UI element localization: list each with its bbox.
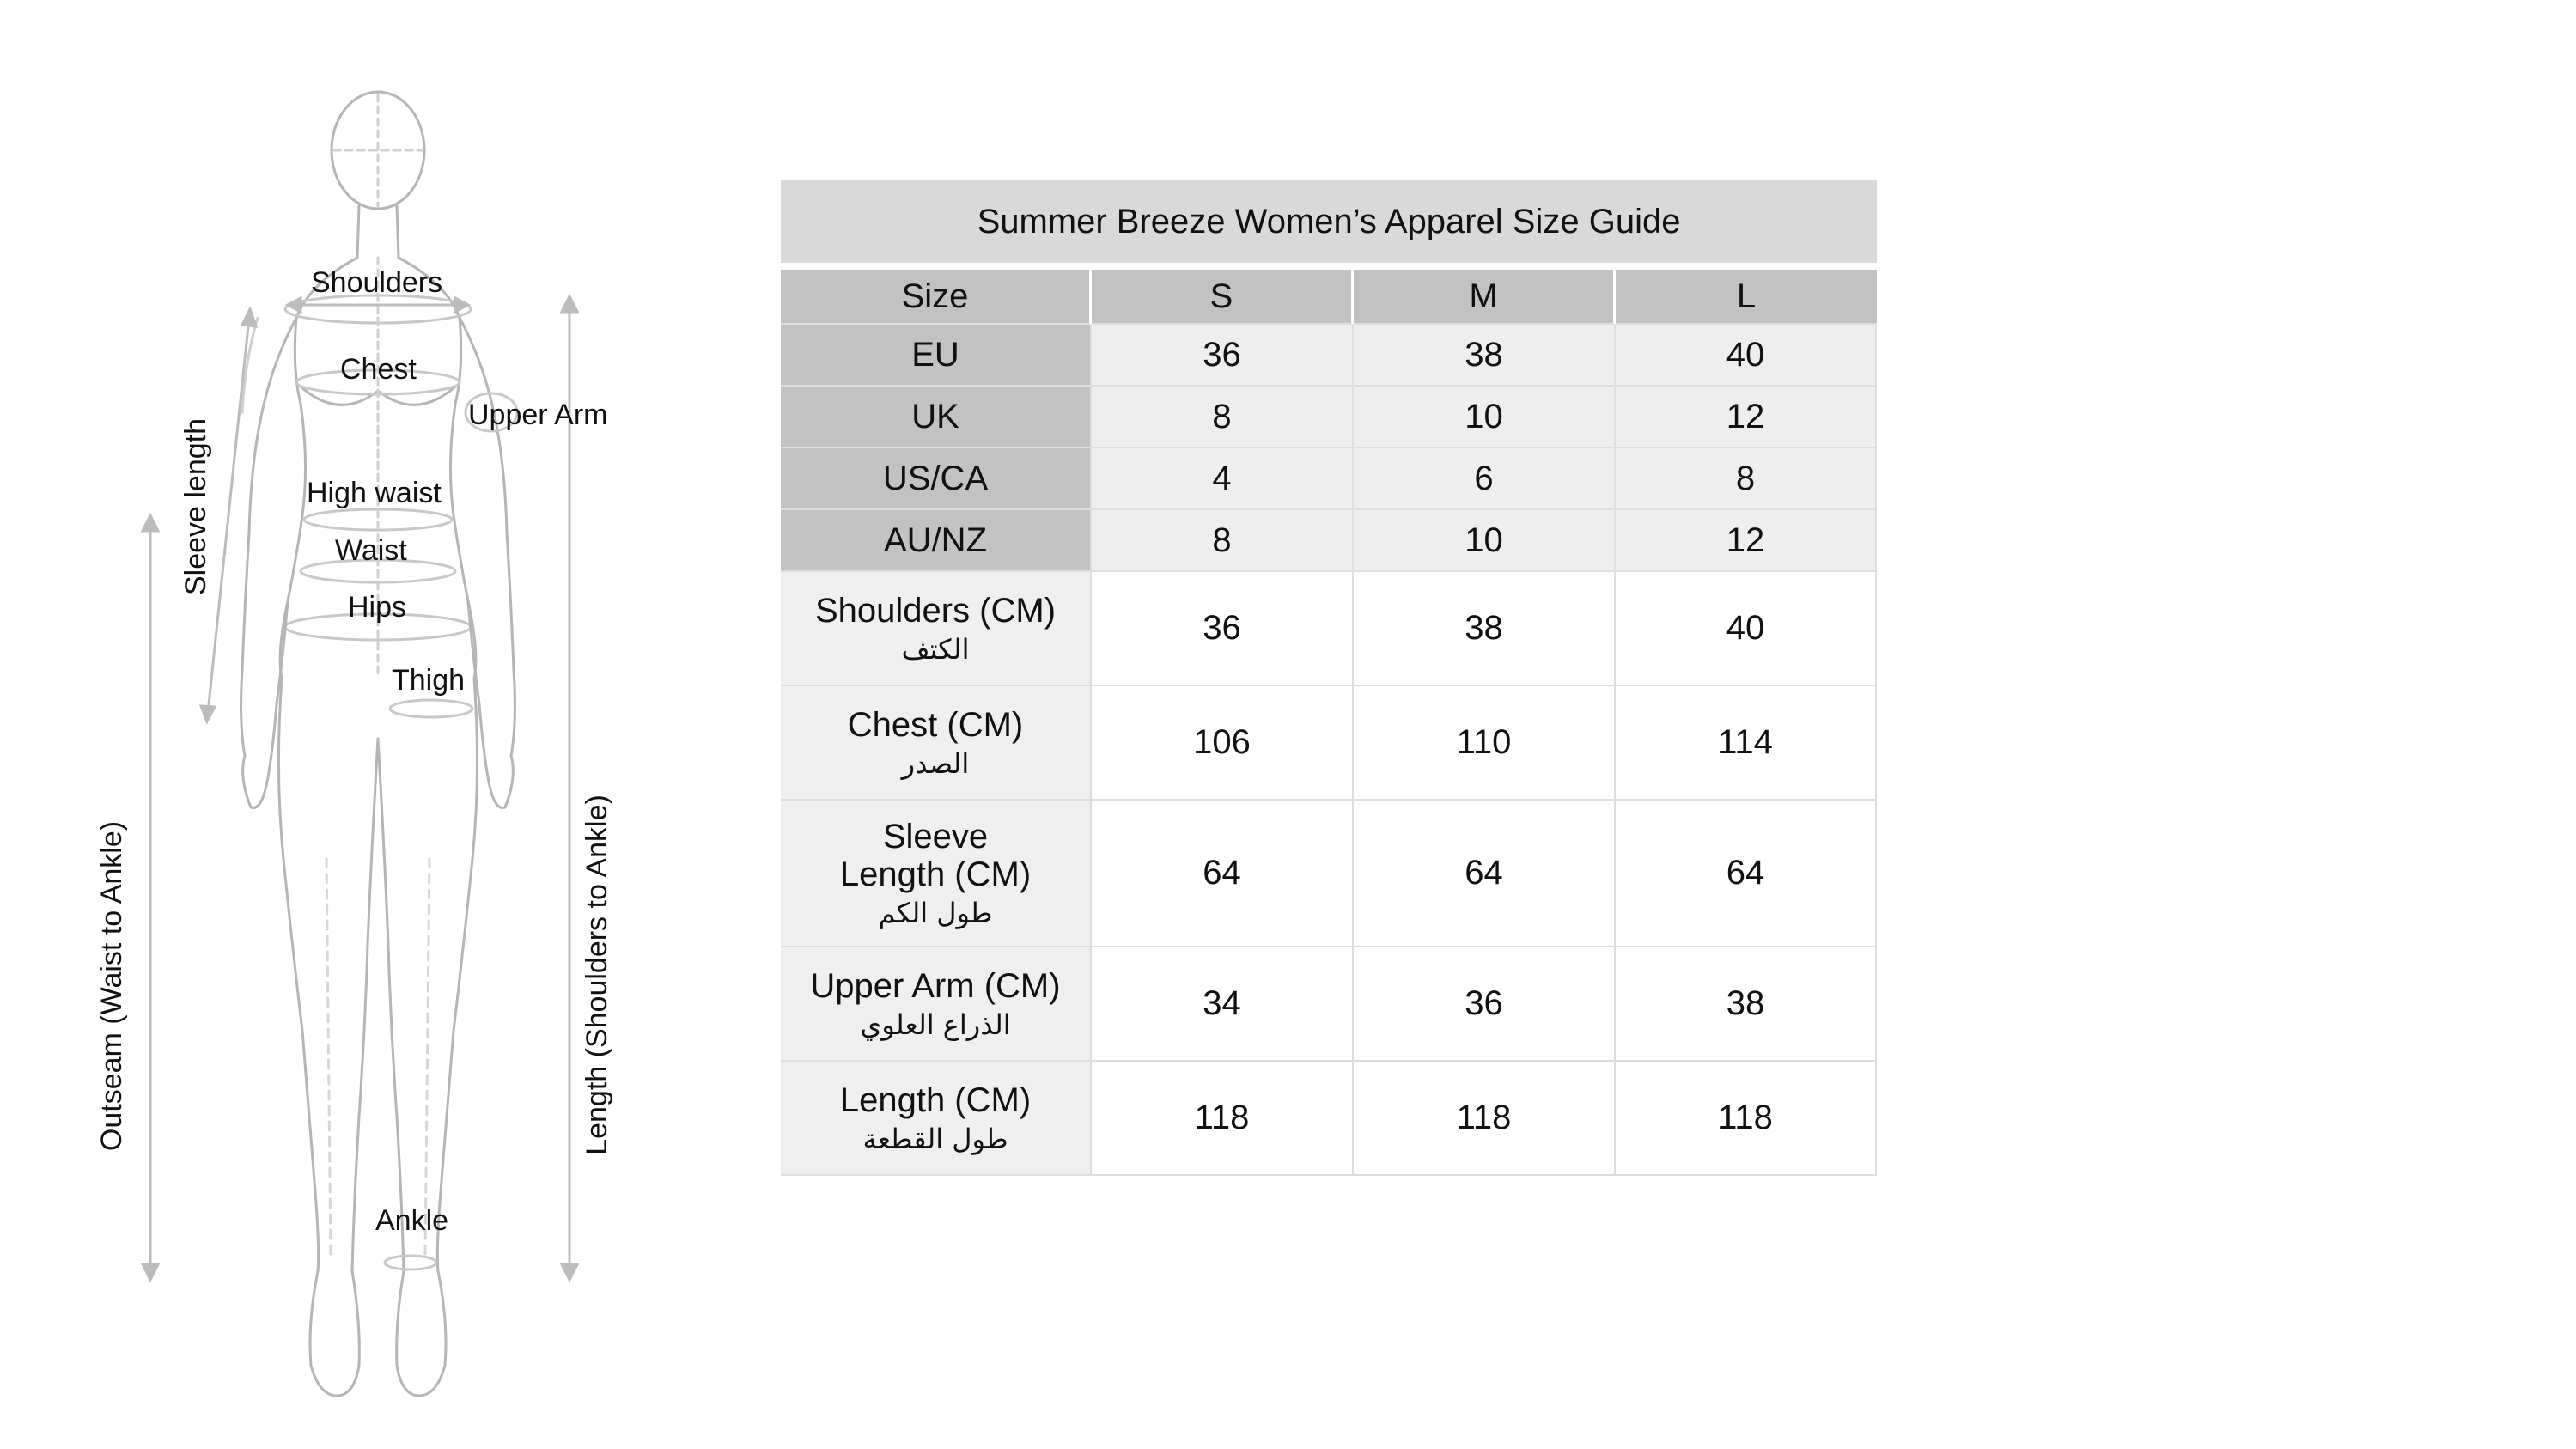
size-guide-table bbox=[781, 180, 1877, 1176]
table-row-uk bbox=[781, 387, 1877, 448]
label-ar: الذراع العلوي bbox=[860, 1008, 1011, 1041]
cell-value: 34 bbox=[1092, 947, 1354, 1062]
table-title-row bbox=[781, 180, 1877, 270]
row-label bbox=[781, 1062, 1092, 1176]
cell-value: 10 bbox=[1354, 387, 1616, 448]
cell-value: 64 bbox=[1616, 801, 1877, 947]
cell-value: 4 bbox=[1092, 448, 1354, 510]
table-header-row bbox=[781, 270, 1877, 325]
cell-value: 8 bbox=[1092, 387, 1354, 448]
header-m: M bbox=[1354, 270, 1616, 325]
table-row-chest bbox=[781, 686, 1877, 801]
label-hips: Hips bbox=[348, 591, 407, 624]
cell-value: 8 bbox=[1616, 448, 1877, 510]
table-row-sleeve-length bbox=[781, 801, 1877, 947]
row-label: UK bbox=[781, 387, 1092, 448]
cell-value: 118 bbox=[1354, 1062, 1616, 1176]
header-size: Size bbox=[781, 270, 1092, 325]
label-length: Length (Shoulders to Ankle) bbox=[581, 795, 613, 1155]
cell-value: 38 bbox=[1616, 947, 1877, 1062]
cell-value: 12 bbox=[1616, 387, 1877, 448]
label-high-waist: High waist bbox=[307, 477, 442, 509]
row-label bbox=[781, 686, 1092, 801]
row-label: EU bbox=[781, 325, 1092, 387]
cell-value: 64 bbox=[1092, 801, 1354, 947]
cell-value: 114 bbox=[1616, 686, 1877, 801]
row-label: AU/NZ bbox=[781, 510, 1092, 572]
cell-value: 36 bbox=[1354, 947, 1616, 1062]
cell-value: 38 bbox=[1354, 325, 1616, 387]
label-ar: الكتف bbox=[901, 632, 970, 666]
cell-value: 36 bbox=[1092, 325, 1354, 387]
cell-value: 38 bbox=[1354, 572, 1616, 686]
label-en: Length (CM) bbox=[839, 1081, 1032, 1119]
row-label bbox=[781, 801, 1092, 947]
label-en: Upper Arm (CM) bbox=[810, 966, 1061, 1005]
table-row-shoulders bbox=[781, 572, 1877, 686]
label-outseam: Outseam (Waist to Ankle) bbox=[95, 820, 128, 1152]
cell-value: 10 bbox=[1354, 510, 1616, 572]
cell-value: 40 bbox=[1616, 325, 1877, 387]
row-label: US/CA bbox=[781, 448, 1092, 510]
label-thigh: Thigh bbox=[392, 664, 466, 697]
label-ar: طول الكم bbox=[878, 896, 993, 929]
label-en: Shoulders (CM) bbox=[814, 591, 1057, 630]
row-label bbox=[781, 947, 1092, 1062]
table-row-length bbox=[781, 1062, 1877, 1176]
row-label bbox=[781, 572, 1092, 686]
table-row-eu bbox=[781, 325, 1877, 387]
label-ar: طول القطعة bbox=[862, 1122, 1008, 1155]
label-waist: Waist bbox=[335, 534, 407, 567]
cell-value: 64 bbox=[1354, 801, 1616, 947]
label-ar: الصدر bbox=[901, 746, 970, 780]
label-shoulders: Shoulders bbox=[311, 266, 443, 299]
label-en: Chest (CM) bbox=[847, 705, 1024, 744]
table-title: Summer Breeze Women’s Apparel Size Guide bbox=[781, 180, 1877, 270]
label-ankle: Ankle bbox=[375, 1204, 449, 1237]
header-s: S bbox=[1092, 270, 1354, 325]
cell-value: 6 bbox=[1354, 448, 1616, 510]
cell-value: 118 bbox=[1092, 1062, 1354, 1176]
label-chest: Chest bbox=[340, 353, 417, 386]
cell-value: 8 bbox=[1092, 510, 1354, 572]
header-l: L bbox=[1616, 270, 1877, 325]
table-row-upper-arm bbox=[781, 947, 1877, 1062]
cell-value: 12 bbox=[1616, 510, 1877, 572]
label-sleeve-length: Sleeve length bbox=[180, 417, 212, 596]
table-row-au-nz bbox=[781, 510, 1877, 572]
cell-value: 40 bbox=[1616, 572, 1877, 686]
body-measurement-figure bbox=[0, 0, 687, 1449]
cell-value: 36 bbox=[1092, 572, 1354, 686]
table-row-us-ca bbox=[781, 448, 1877, 510]
cell-value: 106 bbox=[1092, 686, 1354, 801]
body-sketch-graphic bbox=[0, 0, 687, 1449]
label-en: Sleeve Length (CM) bbox=[839, 817, 1032, 893]
label-upper-arm: Upper Arm bbox=[468, 399, 608, 431]
cell-value: 118 bbox=[1616, 1062, 1877, 1176]
cell-value: 110 bbox=[1354, 686, 1616, 801]
